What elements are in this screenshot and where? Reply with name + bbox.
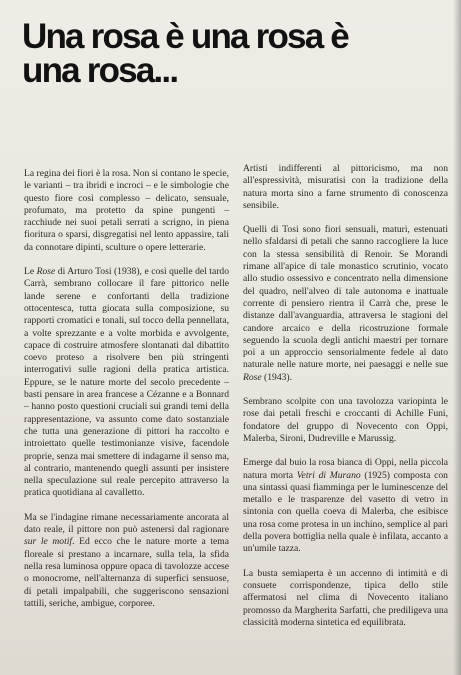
title-line-1: Una rosa è una rosa è — [22, 17, 348, 56]
artwork-title: Rose — [36, 266, 56, 278]
text-run: (1943). — [261, 371, 293, 383]
left-paragraph-2 — [24, 266, 229, 500]
text-run: Emerge dal buio la rosa bianca di Oppi, nella piccola natura morta — [243, 457, 448, 481]
left-text-column — [24, 168, 229, 622]
left-paragraph-1: La regina dei fiori è la rosa. Non si contano le specie, le varianti – tra ibridi e incroci – e le simbologie che questo fiore così complesso – delicato, sensuale, profumato, ma protetto da spine pungenti – racchiude nei suoi petali serrati a scrigno, in piena fioritura o sparsi, disgregatisi nel lento appassire, tali da connotare dipinti, sculture o opere letterarie. — [24, 168, 229, 253]
italic-phrase: sur le motif — [24, 536, 73, 548]
right-paragraph-5: La busta semiaperta è un accenno di intimità e di consuete corrispondenze, tipica dello stile affermatosi nel clima di Novecento italiano promosso da Margherita Sarfatti, che prediligeva una classicità moderna sintetica ed equilibrata. — [243, 567, 448, 628]
right-paragraph-1: Artisti indifferenti al pittoricismo, ma non all'espressività, misuratisi con la tradizione della natura morta sino a farne strumento di conoscenza sensibile. — [243, 163, 448, 211]
left-paragraph-3 — [24, 512, 229, 610]
right-paragraph-3: Sembrano scolpite con una tavolozza variopinta le rose dai petali freschi e croccanti di Achille Funi, fondatore del gruppo di Novecento con Oppi, Malerba, Sironi, Dudreville e Marussig. — [243, 396, 448, 444]
artwork-title: Rose — [243, 371, 262, 383]
right-paragraph-4 — [243, 457, 448, 555]
text-run: Le — [24, 266, 37, 278]
text-run: . Ed ecco che le nature morte a tema floreale si prestano a incarnare, sulla tela, la sfida nella resa luminosa oppure opaca di tavolozze accese o monocrome, nell'alternanza di superfici sensuose, di petali impalpabili, che suggeriscono sensazioni tattili, seriche, ambigue, corporee. — [24, 536, 229, 609]
artwork-title: Vetri di Murano — [296, 469, 361, 481]
text-run: di Arturo Tosi (1938), e così quelle del tardo Carrà, sembrano collocare il fare pittorico nelle lande serene e confortanti della tradizione ottocentesca, tutta giocata sulla composizione, su rapporti cromatici e tonali, sul tocco della pennellata, a volte sprezzante e a volte morbida e avvolgente, capace di costruire atmosfere slontanati dal dibattito coevo proteso a risolvere ben più stringenti interrogativi sulle ragioni della pratica artistica. Eppure, se le nature morte del secolo precedente – basti pensare in area francese a Cézanne e a Bonnard – hanno posto questioni cruciali sui grandi temi della rappresentazione, va assunto come dato sostanziale che tutta una generazione di pittori ha raccolto e introiettato quelle testimonianze visive, facendole proprie, senza mai smettere di indagarne il senso ma, al contrario, mantenendo quegli assunti per insistere nella speculazione sul reale percepito attraverso la pratica quotidiana al cavalletto. — [24, 266, 229, 499]
text-run: Ma se l'indagine rimane necessariamente ancorata al dato reale, il pittore non può astenersi dal ragionare — [24, 511, 229, 536]
panel-edge-shadow — [453, 0, 461, 675]
right-paragraph-2 — [243, 224, 448, 384]
text-run: Quelli di Tosi sono fiori sensuali, maturi, estenuati nello sfaldarsi di petali che sanno raccogliere la luce con la stessa sensibilità di Renoir. Se Morandi rimane all'apice di tale monastico scrutinio, vocato allo studio ossessivo e concentrato nella dimensione del quadro, nell'alveo di tale autonoma e inattuale corrente di pensiero rientra il Carrà che, prese le distanze dall'avanguardia, attraversa le stagioni del candore arcaico e della ricostruzione formale seguendo la scuola degli antichi maestri per tornare poi a un approccio sensorialmente fedele al dato naturale nelle nature morte, nei paesaggi e nelle sue — [243, 224, 448, 371]
text-run: (1925) composta con una sintassi quasi fiamminga per le luminescenze del metallo e le trasparenze del vasetto di vetro in sintonia con quella coeva di Malerba, che esibisce una rosa come protesa in un inchino, semplice al pari della povera bottiglia nella quale è infilata, accanto a un'umile tazza. — [243, 469, 448, 555]
page-title — [22, 17, 452, 90]
title-line-2: una rosa... — [22, 51, 178, 90]
right-text-column — [243, 163, 448, 641]
